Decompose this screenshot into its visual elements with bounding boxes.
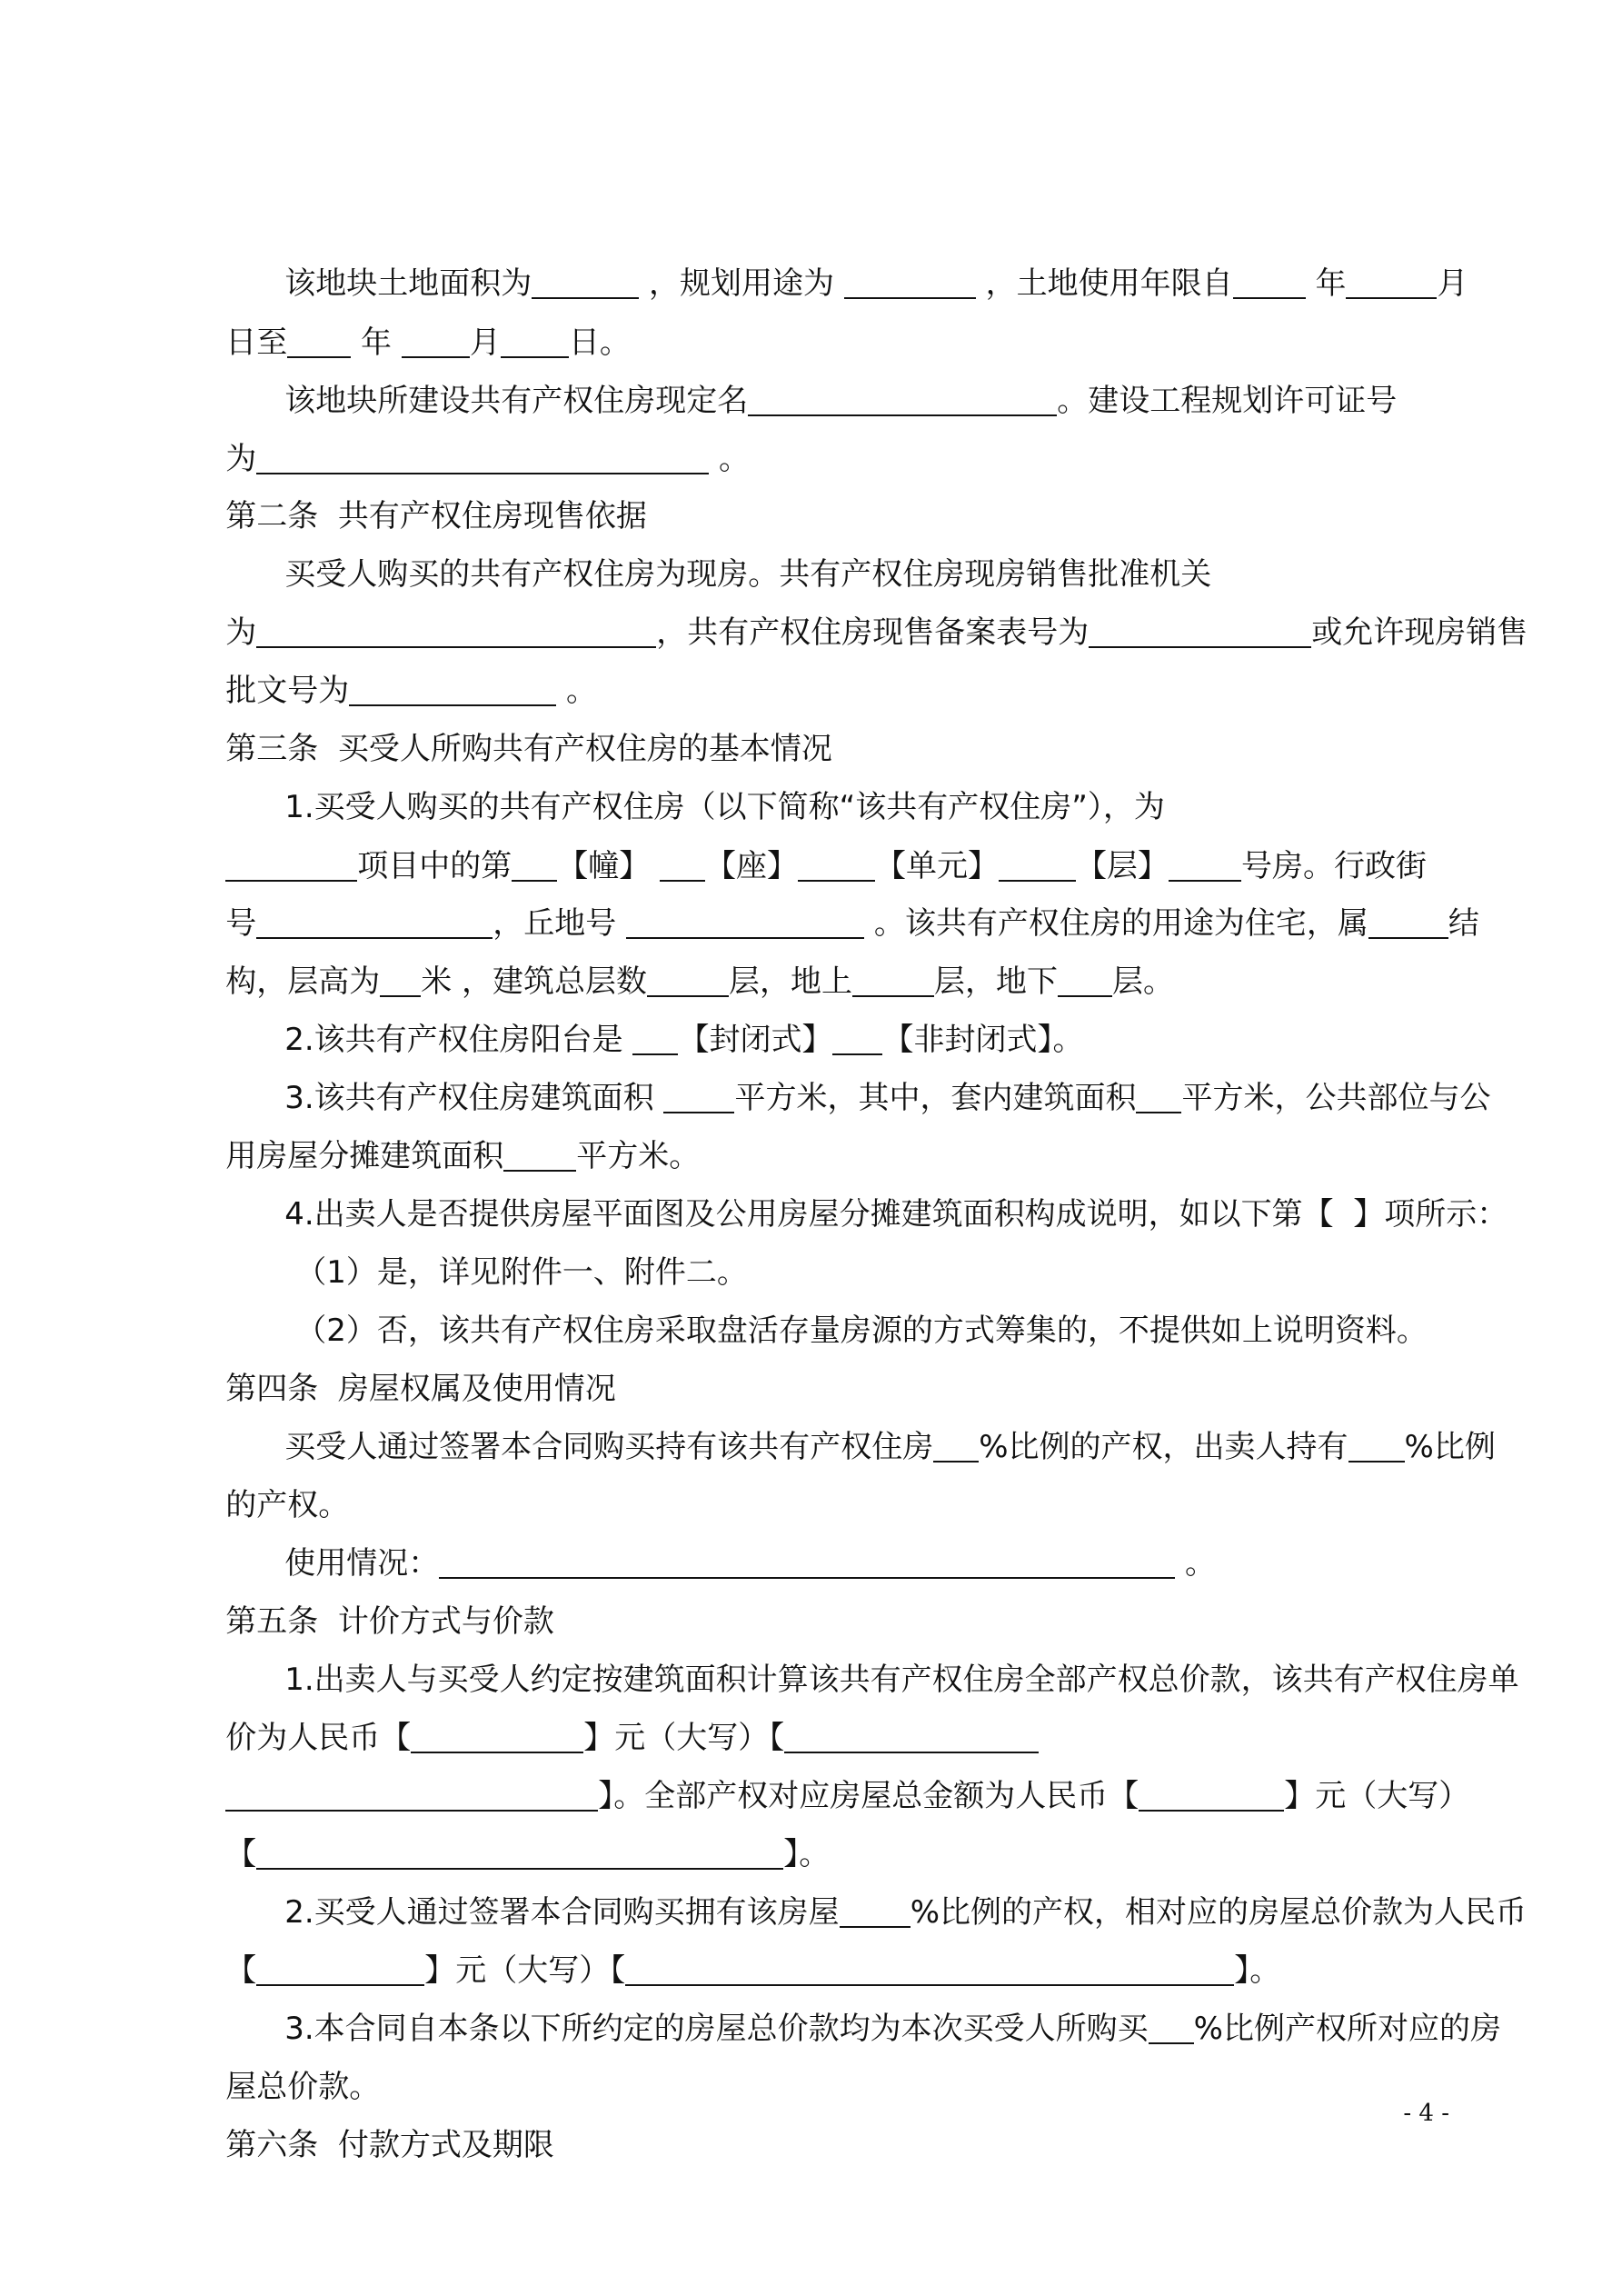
paragraph-line: 3.该共有产权住房建筑面积 平方米，其中，套内建筑面积 平方米，公共部位与公	[245, 1022, 1449, 1073]
article-heading: 第四条 房屋权属及使用情况	[225, 1371, 616, 1407]
paragraph-line: 4.出卖人是否提供房屋平面图及公用房屋分摊建筑面积构成说明，如以下第【 】项所示：	[284, 1196, 1508, 1233]
article-heading: 第三条 买受人所购共有产权住房的基本情况	[225, 731, 832, 767]
paragraph-line: 】。全部产权对应房屋总金额为人民币【 】元（大写）	[186, 1720, 1449, 1771]
paragraph-line: 批文号为 。	[186, 614, 1449, 665]
paragraph-line: 【 】元（大写）【 】。	[186, 1894, 1449, 1945]
paragraph-line: 买受人通过签署本合同购买持有该共有产权住房 %比例的产权，出卖人持有 %比例	[245, 1371, 1449, 1422]
paragraph-line: 1.买受人购买的共有产权住房（以下简称“该共有产权住房”），为	[284, 789, 1165, 825]
paragraph-line: 日至 年 月 日。	[186, 266, 1449, 317]
article-heading: 第五条 计价方式与价款	[225, 1603, 554, 1640]
article-heading: 第六条 付款方式及期限	[225, 2127, 554, 2163]
list-item: （1）是，详见附件一、附件二。	[295, 1254, 748, 1291]
paragraph-line: 用房屋分摊建筑面积 平方米。	[186, 1080, 1449, 1131]
paragraph-line: 使用情况： 。	[245, 1487, 1449, 1538]
paragraph-line: 为 。	[186, 383, 1449, 434]
paragraph-line: 2.该共有产权住房阳台是 【封闭式】 【非封闭式】。	[245, 963, 1449, 1014]
article-heading: 第二条 共有产权住房现售依据	[225, 498, 647, 534]
page-number: - 4 -	[1403, 2100, 1449, 2127]
paragraph-line: 【 】。	[186, 1778, 1449, 1829]
list-item: （2）否，该共有产权住房采取盘活存量房源的方式筹集的，不提供如上说明资料。	[295, 1313, 1428, 1349]
paragraph-line: 该地块土地面积为 ，规划用途为 ，土地使用年限自 年 月	[245, 207, 1449, 258]
paragraph-line: 屋总价款。	[225, 2069, 381, 2105]
paragraph-line: 该地块所建设共有产权住房现定名 。建设工程规划许可证号	[245, 324, 1449, 375]
paragraph-line: 价为人民币【 】元（大写）【	[186, 1662, 1449, 1712]
paragraph-line: 3.本合同自本条以下所约定的房屋总价款均为本次买受人所购买 %比例产权所对应的房	[245, 1952, 1449, 2003]
paragraph-line: 2.买受人通过签署本合同购买拥有该房屋 %比例的产权，相对应的房屋总价款为人民币	[245, 1836, 1449, 1887]
paragraph-line: 1.出卖人与买受人约定按建筑面积计算该共有产权住房全部产权总价款，该共有产权住房单	[284, 1662, 1519, 1698]
paragraph-line: 的产权。	[225, 1487, 350, 1523]
paragraph-line: 构，层高为 米 ，建筑总层数 层，地上 层，地下 层。	[186, 905, 1449, 956]
paragraph-line: 为 ，共有产权住房现售备案表号为 或允许现房销售	[186, 556, 1449, 607]
paragraph-line: 买受人购买的共有产权住房为现房。共有产权住房现房销售批准机关	[284, 556, 1212, 593]
paragraph-line: 项目中的第 【幢】 【座】 【单元】 【层】 号房。行政街	[186, 790, 1449, 841]
paragraph-line: 号 ，丘地号 。该共有产权住房的用途为住宅，属 结	[186, 847, 1449, 898]
